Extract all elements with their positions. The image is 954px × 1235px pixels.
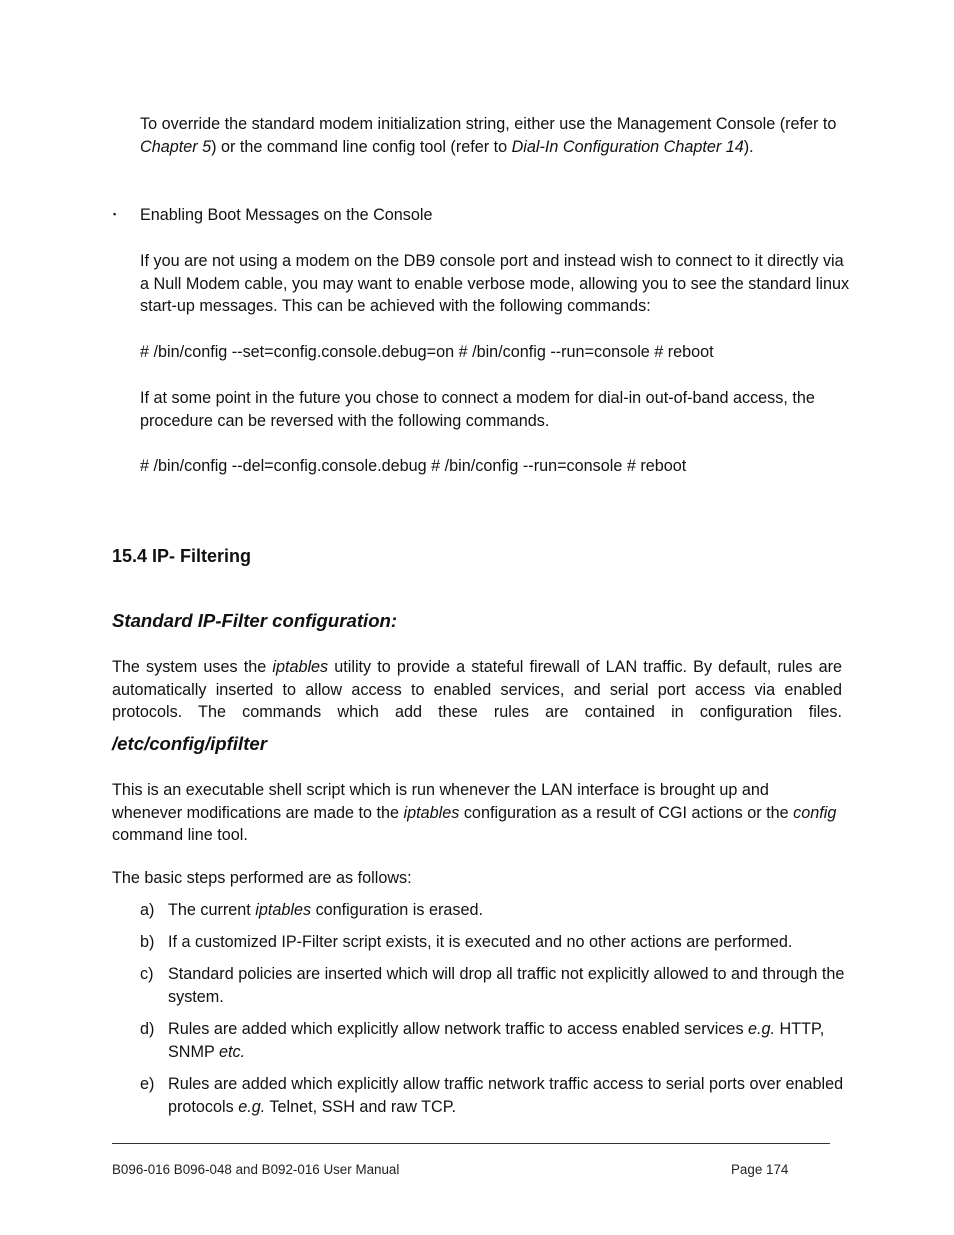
footer-manual-title: B096-016 B096-048 and B092-016 User Manual bbox=[112, 1162, 400, 1177]
text-run: command line tool. bbox=[112, 826, 248, 845]
boot-messages-paragraph: If you are not using a modem on the DB9 console port and instead wish to connect to it directly via a Null Modem cable, you may want to enable verbose mode, allowing you to see the standard linux start-up messages. This can be achieved with the following commands: bbox=[140, 252, 850, 316]
list-item-label: d) bbox=[140, 1020, 155, 1038]
subheading-standard-ip-filter: Standard IP-Filter configuration: bbox=[112, 610, 398, 631]
text-run: ). bbox=[743, 137, 754, 156]
list-item-text: Rules are added which explicitly allow network traffic to access enabled services e.g. HTTP, SNMP etc. bbox=[168, 1020, 825, 1061]
boot-messages-bullet-label: Enabling Boot Messages on the Console bbox=[140, 206, 433, 224]
dialin-chapter-reference: Dial-In Configuration Chapter 14 bbox=[511, 137, 744, 156]
footer-page-number: Page 174 bbox=[731, 1162, 789, 1177]
chapter-reference: Chapter 5 bbox=[140, 137, 212, 156]
list-item-text: Rules are added which explicitly allow traffic network traffic access to serial ports over enabled protocols e.g. Telnet, SSH and raw TCP. bbox=[168, 1075, 844, 1116]
text-run: utility to provide a stateful firewall of LAN traffic. By default, rules are automatically inserted to allow access to enabled services, and serial port access via enabled protocols. The commands which add these rules are contained in configuration files. bbox=[112, 658, 842, 722]
iptables-term: iptables bbox=[403, 803, 460, 822]
iptables-term: iptables bbox=[272, 658, 329, 676]
subheading-ipfilter-path: /etc/config/ipfilter bbox=[112, 733, 267, 754]
list-item-label: c) bbox=[140, 965, 154, 983]
text-run: To override the standard modem initialization string, either use the Management Console (refer to bbox=[140, 115, 837, 133]
config-term: config bbox=[793, 803, 837, 822]
list-item-text: Standard policies are inserted which will drop all traffic not explicitly allowed to and through the system. bbox=[168, 965, 845, 1006]
modem-init-paragraph bbox=[140, 113, 850, 158]
text-run: configuration as a result of CGI actions or the bbox=[459, 803, 794, 822]
list-item-text: If a customized IP-Filter script exists, it is executed and no other actions are performed. bbox=[168, 933, 793, 951]
ipfilter-description-paragraph bbox=[112, 779, 842, 847]
basic-steps-intro: The basic steps performed are as follows: bbox=[112, 869, 412, 887]
text-run: ) or the command line config tool (refer to bbox=[211, 137, 512, 156]
list-item-label: b) bbox=[140, 933, 155, 951]
list-item-label: a) bbox=[140, 901, 155, 919]
list-item-text: The current iptables configuration is erased. bbox=[168, 901, 483, 919]
text-run: This is an executable shell script which is run whenever the LAN interface is brought up and whenever modifications are made to the bbox=[112, 781, 769, 822]
footer-divider bbox=[112, 1143, 830, 1144]
reverse-procedure-paragraph: If at some point in the future you chose to connect a modem for dial-in out-of-band access, the procedure can be reversed with the following commands. bbox=[140, 389, 815, 430]
square-bullet-icon: ▪ bbox=[113, 209, 117, 219]
command-enable-debug: # /bin/config --set=config.console.debug=on # /bin/config --run=console # reboot bbox=[140, 343, 714, 361]
section-heading: 15.4 IP- Filtering bbox=[112, 546, 252, 566]
text-run: The system uses the bbox=[112, 658, 273, 676]
command-disable-debug: # /bin/config --del=config.console.debug # /bin/config --run=console # reboot bbox=[140, 457, 687, 475]
list-item-label: e) bbox=[140, 1075, 155, 1093]
